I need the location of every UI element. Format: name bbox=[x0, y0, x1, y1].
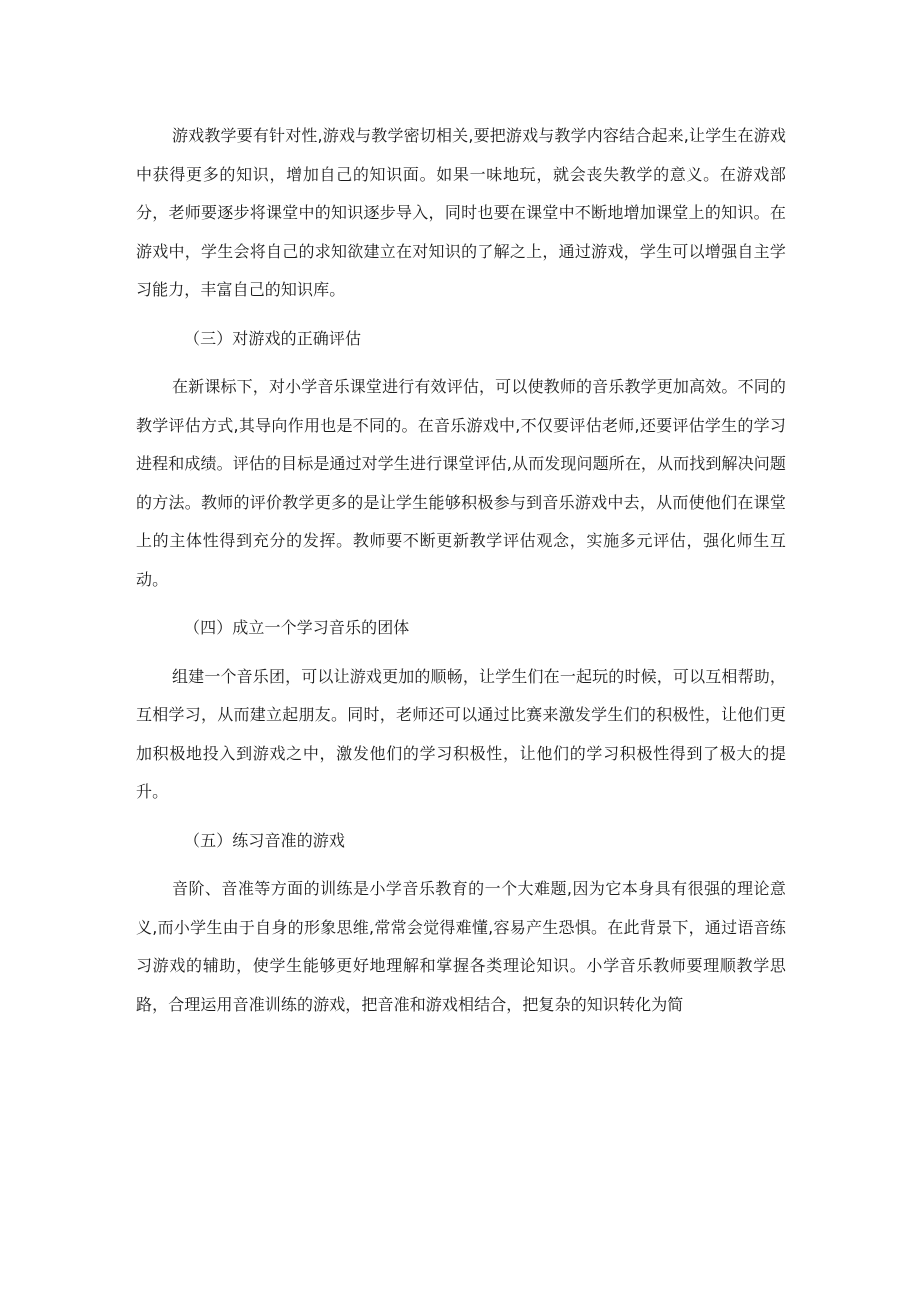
section-heading-4: （四）成立一个学习音乐的团体 bbox=[184, 618, 410, 637]
document-body bbox=[136, 117, 786, 1034]
paragraph-evaluation: 在新课标下，对小学音乐课堂进行有效评估，可以使教师的音乐教学更加高效。不同的教学评估方式,其导向作用也是不同的。在音乐游戏中,不仅要评估老师,还要评估学生的学习进程和成绩。评估的目标是通过对学生进行课堂评估,从而发现问题所在，从而找到解决问题的方法。教师的评价教学更多的是让学生能够积极参与到音乐游戏中去，从而使他们在课堂上的主体性得到充分的发挥。教师要不断更新教学评估观念，实施多元评估，强化师生互动。 bbox=[136, 377, 786, 589]
section-heading-3: （三）对游戏的正确评估 bbox=[184, 328, 362, 348]
paragraph-game-targeting: 游戏教学要有针对性,游戏与教学密切相关,要把游戏与教学内容结合起来,让学生在游戏中获得更多的知识，增加自己的知识面。如果一味地玩，就会丧失教学的意义。在游戏部分，老师要逐步将课堂中的知识逐步导入，同时也要在课堂中不断地增加课堂上的知识。在游戏中，学生会将自己的求知欲建立在对知识的了解之上，通过游戏，学生可以增强自主学习能力，丰富自己的知识库。 bbox=[136, 126, 786, 299]
section-heading-5: （五）练习音准的游戏 bbox=[184, 830, 346, 850]
paragraph-pitch-training: 音阶、音准等方面的训练是小学音乐教育的一个大难题,因为它本身具有很强的理论意义,而小学生由于自身的形象思维,常常会觉得难懂,容易产生恐惧。在此背景下，通过语音练习游戏的辅助，使学生能够更好地理解和掌握各类理论知识。小学音乐教师要理顺教学思路，合理运用音准训练的游戏，把音准和游戏相结合，把复杂的知识转化为简 bbox=[136, 879, 786, 1014]
paragraph-music-group: 组建一个音乐团，可以让游戏更加的顺畅，让学生们在一起玩的时候，可以互相帮助，互相学习，从而建立起朋友。同时，老师还可以通过比赛来激发学生们的积极性，让他们更加积极地投入到游戏之中，激发他们的学习积极性，让他们的学习积极性得到了极大的提升。 bbox=[136, 666, 786, 801]
